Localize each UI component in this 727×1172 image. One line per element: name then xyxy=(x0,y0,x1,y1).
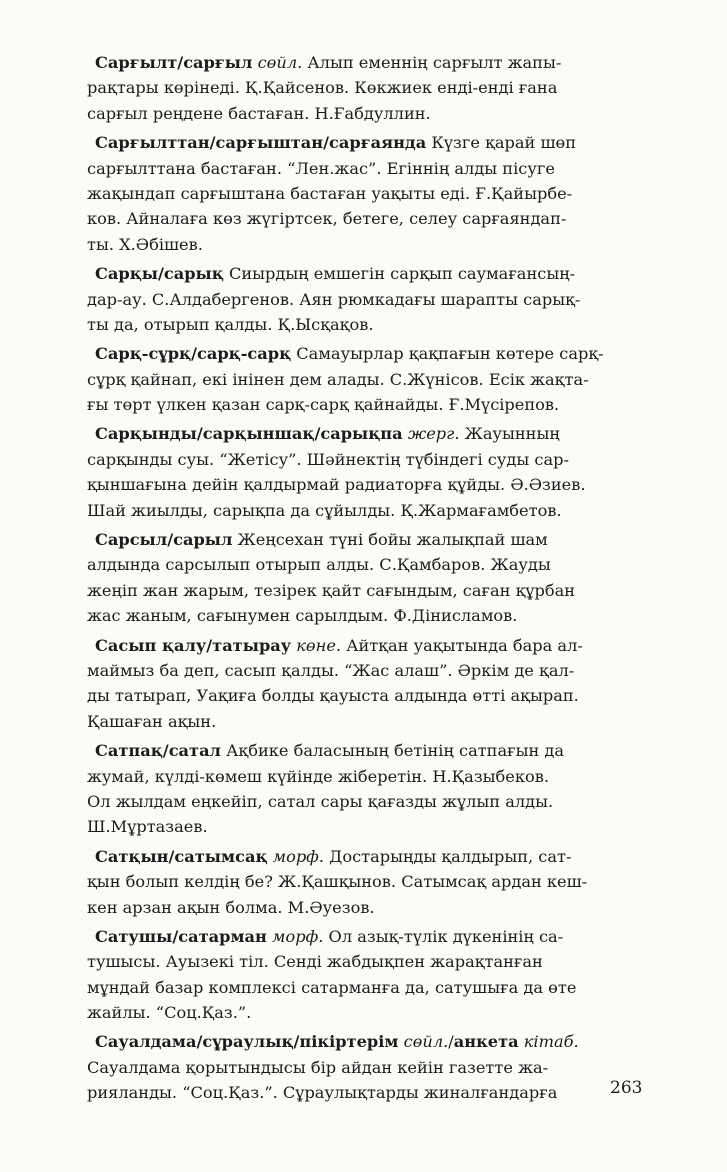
entry-text: Ол жылдам еңкейіп, сатал сары қағазды жұлып алды. xyxy=(87,791,554,811)
page-number: 263 xyxy=(610,1078,643,1098)
entry-text: қыншағына дейін қалдырмай радиаторға құйды. Ә.Әзиев. xyxy=(87,475,586,495)
text-line xyxy=(87,341,652,366)
text-line xyxy=(87,1080,652,1105)
dictionary-entry xyxy=(87,421,652,523)
text-line xyxy=(87,101,652,126)
text-line xyxy=(87,206,652,231)
text-line xyxy=(87,447,652,472)
entry-text: Самауырлар қақпағын көтере сарқ- xyxy=(291,344,604,364)
text-line xyxy=(87,552,652,577)
entry-text: рақтары көрінеді. Қ.Қайсенов. Көкжиек енді-енді ғана xyxy=(87,78,558,98)
headword: Сарқы/сарық xyxy=(95,264,224,284)
text-line xyxy=(87,869,652,894)
text-line xyxy=(87,658,652,683)
entry-text: Шай жиылды, сарықпа да сұйылды. Қ.Жармағамбетов. xyxy=(87,500,562,520)
dictionary-entry xyxy=(87,924,652,1026)
dictionary-entry xyxy=(87,527,652,629)
text-line xyxy=(87,156,652,181)
usage-marker: сөйл. xyxy=(257,53,303,72)
dictionary-entry xyxy=(87,261,652,337)
entry-text: сұрқ қайнап, екі інінен дем алады. С.Жүнісов. Есік жақта- xyxy=(87,369,589,389)
entry-text: жақындап сарғыштана бастаған уақыты еді. Ғ.Қайырбе- xyxy=(87,183,573,203)
usage-marker: морф. xyxy=(272,846,325,866)
text-block xyxy=(87,50,652,1110)
text-line xyxy=(87,949,652,974)
entry-text: тушысы. Ауызекі тіл. Сенді жабдықпен жарақтанған xyxy=(87,952,543,972)
entry-text: Қашаған ақын. xyxy=(87,711,217,731)
text-line xyxy=(87,814,652,839)
usage-marker: жерг. xyxy=(407,424,460,444)
text-line xyxy=(87,924,652,949)
entry-text: кен арзан ақын болма. М.Әуезов. xyxy=(87,897,375,917)
entry-text: Алып еменнің сарғылт жапы- xyxy=(302,53,562,72)
entry-text: сарғыл реңдене бастаған. Н.Ғабдуллин. xyxy=(87,103,431,123)
entry-text: ты. Х.Әбішев. xyxy=(87,234,203,254)
text-line xyxy=(87,975,652,1000)
usage-marker: кітаб. xyxy=(523,1032,579,1052)
entry-text: Жеңсехан түні бойы жалықпай шам xyxy=(232,530,548,550)
entry-text: сарғылттана бастаған. “Лен.жас”. Егіннің алды пісуге xyxy=(87,158,555,178)
text-line xyxy=(87,472,652,497)
text-line xyxy=(87,421,652,446)
text-line xyxy=(87,261,652,286)
usage-marker: сөйл. xyxy=(403,1032,449,1052)
text-line xyxy=(87,709,652,734)
entry-text: Сиырдың емшегін сарқып саумағансың- xyxy=(223,264,576,284)
text-line xyxy=(87,895,652,920)
headword: Сарқ-сұрқ/сарқ-сарқ xyxy=(95,344,292,364)
text-line xyxy=(87,392,652,417)
entry-text: / xyxy=(448,1032,454,1052)
entry-text: ков. Айналаға көз жүгіртсек, бетеге, селеу сарғаяндап- xyxy=(87,209,567,229)
usage-marker: көне. xyxy=(296,635,342,655)
entry-text: жас жаным, сағынумен сарылдым. Ф.Дінисламов. xyxy=(87,606,518,626)
dictionary-entry xyxy=(87,130,652,257)
text-line xyxy=(87,367,652,392)
text-line xyxy=(87,844,652,869)
entry-text: ғы төрт үлкен қазан сарқ-сарқ қайнайды. Ғ.Мүсірепов. xyxy=(87,395,560,415)
entry-text: сарқынды суы. “Жетісу”. Шәйнектің түбіндегі суды сар- xyxy=(87,449,569,469)
entry-text: дар-ау. С.Алдабергенов. Аян рюмкадағы шарапты сарық- xyxy=(87,289,581,309)
dictionary-entry xyxy=(87,1029,652,1105)
text-line xyxy=(87,633,652,658)
entry-text: Жауынның xyxy=(459,424,560,444)
usage-marker: морф. xyxy=(272,926,324,946)
text-line xyxy=(87,764,652,789)
text-line xyxy=(87,75,652,100)
headword: Сатушы/сатарман xyxy=(95,926,267,946)
text-line xyxy=(87,130,652,155)
text-line xyxy=(87,603,652,628)
text-line xyxy=(87,498,652,523)
text-line xyxy=(87,738,652,763)
text-line xyxy=(87,1029,652,1054)
headword: Сауалдама/сұраулық/пікіртерім xyxy=(95,1032,399,1052)
headword: Сарғылт/сарғыл xyxy=(95,53,253,72)
dictionary-entry xyxy=(87,50,652,126)
entry-text: жумай, күлді-көмеш күйінде жіберетін. Н.Қазыбеков. xyxy=(87,766,549,786)
entry-text: жайлы. “Соц.Қаз.”. xyxy=(87,1003,252,1023)
entry-text: Сауалдама қорытындысы бір айдан кейін газетте жа- xyxy=(87,1057,549,1077)
headword: Сатқын/сатымсақ xyxy=(95,846,268,866)
headword: Сарсыл/сарыл xyxy=(95,530,233,550)
headword: Сарқынды/сарқыншақ/сарықпа xyxy=(95,424,403,444)
entry-text: маймыз ба деп, сасып қалды. “Жас алаш”. Әркім де қал- xyxy=(87,660,575,680)
entry-text: қын болып келдің бе? Ж.Қашқынов. Сатымсақ ардан кеш- xyxy=(87,872,588,892)
entry-text: ты да, отырып қалды. Қ.Ысқақов. xyxy=(87,314,374,334)
entry-text: Ақбике баласының бетінің сатпағын да xyxy=(220,741,565,761)
entry-text: рияланды. “Соц.Қаз.”. Сұраулықтарды жиналғандарға xyxy=(87,1083,558,1103)
text-line xyxy=(87,1055,652,1080)
headword: Сатпақ/сатал xyxy=(95,741,221,761)
text-line xyxy=(87,1000,652,1025)
text-line xyxy=(87,527,652,552)
dictionary-entry xyxy=(87,341,652,417)
text-line xyxy=(87,789,652,814)
entry-text: жеңіп жан жарым, тезірек қайт сағындым, саған құрбан xyxy=(87,580,576,600)
headword: анкета xyxy=(453,1032,519,1052)
dictionary-entry xyxy=(87,738,652,840)
entry-text: Айтқан уақытында бара ал- xyxy=(341,635,583,655)
entry-text: Ол азық-түлік дүкенінің са- xyxy=(323,926,564,946)
dictionary-entry xyxy=(87,844,652,920)
entry-text: ды татырап, Уақиға болды қауыста алдында өтті ақырап. xyxy=(87,686,579,706)
entry-text: Достарыңды қалдырып, сат- xyxy=(324,846,572,866)
headword: Сасып қалу/татырау xyxy=(95,635,292,655)
entry-text: Күзге қарай шөп xyxy=(426,133,577,153)
entry-text: мұндай базар комплексі сатарманға да, сатушыға да өте xyxy=(87,977,577,997)
entry-text: алдында сарсылып отырып алды. С.Қамбаров. Жауды xyxy=(87,555,551,575)
dictionary-entry xyxy=(87,633,652,735)
text-line xyxy=(87,181,652,206)
text-line xyxy=(87,683,652,708)
text-line xyxy=(87,312,652,337)
text-line xyxy=(87,578,652,603)
text-line xyxy=(87,287,652,312)
text-line xyxy=(87,50,652,75)
text-line xyxy=(87,232,652,257)
headword: Сарғылттан/сарғыштан/сарғаянда xyxy=(95,133,427,153)
entry-text: Ш.Мұртазаев. xyxy=(87,817,208,837)
